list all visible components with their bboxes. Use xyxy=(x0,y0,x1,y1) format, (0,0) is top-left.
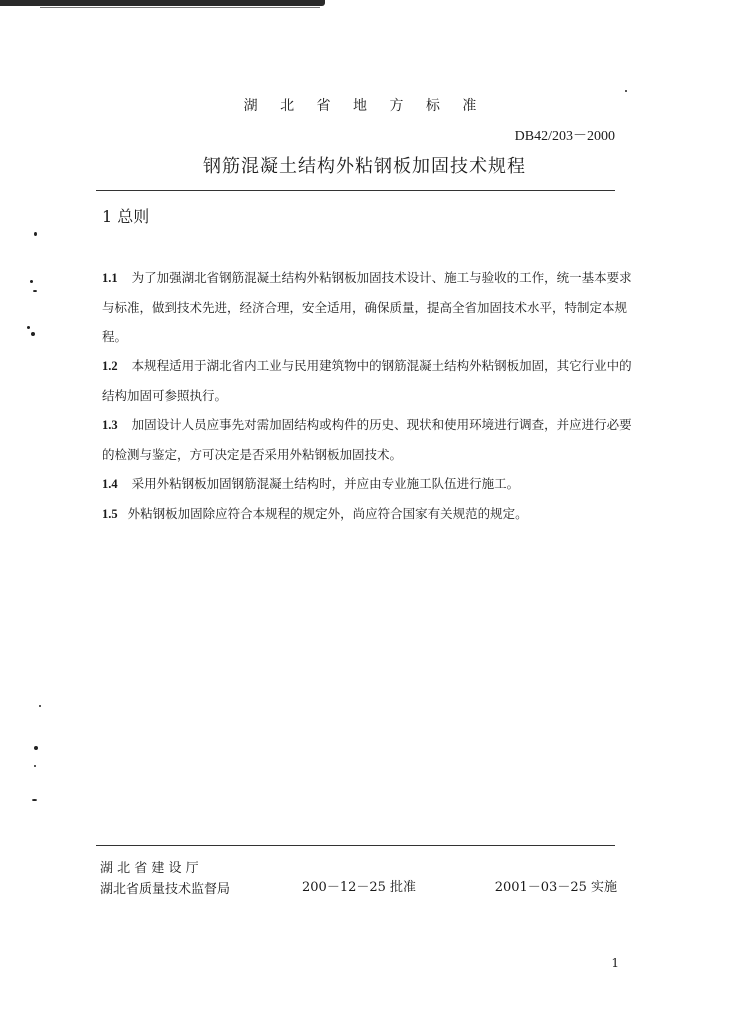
clause-text: 加固设计人员应事先对需加固结构或构件的历史、现状和使用环境进行调查，并应进行必要的检测与鉴定，方可决定是否采用外粘钢板加固技术。 xyxy=(102,417,632,462)
clause-text: 采用外粘钢板加固钢筋混凝土结构时，并应由专业施工队伍进行施工。 xyxy=(131,476,520,491)
scan-speck xyxy=(34,765,36,767)
approval-date: 200－12－25 批准 xyxy=(302,880,417,895)
scan-speck xyxy=(32,799,37,801)
clause-text: 本规程适用于湖北省内工业与民用建筑物中的钢筋混凝土结构外粘钢板加固，其它行业中的结构加固可参照执行。 xyxy=(102,358,632,403)
scan-speck xyxy=(27,326,30,329)
scan-speck xyxy=(39,705,41,707)
issuers xyxy=(100,858,230,900)
scan-speck xyxy=(33,290,37,292)
clause-text: 为了加强湖北省钢筋混凝土结构外粘钢板加固技术设计、施工与验收的工作，统一基本要求与标准，做到技术先进，经济合理，安全适用，确保质量，提高全省加固技术水平，特制定本规程。 xyxy=(102,270,632,344)
issuer-2: 湖北省质量技术监督局 xyxy=(100,882,231,897)
scan-speck xyxy=(31,332,35,336)
section-heading: 1 总则 xyxy=(102,207,150,226)
clause-1-3 xyxy=(102,410,632,469)
clause-number: 1.1 xyxy=(102,271,118,285)
implementation-date: 2001－03－25 实施 xyxy=(494,880,617,895)
title-divider xyxy=(96,190,615,191)
clause-text: 外粘钢板加固除应符合本规程的规定外，尚应符合国家有关规范的规定。 xyxy=(127,506,528,521)
scan-speck xyxy=(625,90,627,92)
clause-1-5 xyxy=(102,499,632,529)
document-title: 钢筋混凝土结构外粘钢板加固技术规程 xyxy=(203,156,526,177)
issuer-1: 湖 北 省 建 设 厅 xyxy=(100,861,199,876)
clause-number: 1.5 xyxy=(102,507,118,521)
clause-list xyxy=(102,263,632,529)
scan-speck xyxy=(34,232,37,236)
clause-number: 1.4 xyxy=(102,477,118,491)
scan-edge-line xyxy=(40,7,320,8)
scan-speck xyxy=(30,280,33,283)
clause-1-1 xyxy=(102,263,632,351)
scan-edge-mark xyxy=(0,0,325,6)
clause-number: 1.3 xyxy=(102,418,118,432)
clause-1-2 xyxy=(102,351,632,410)
clause-number: 1.2 xyxy=(102,359,118,373)
scan-speck xyxy=(34,746,38,750)
page-number: 1 xyxy=(611,956,619,970)
clause-1-4 xyxy=(102,469,632,499)
footer-divider xyxy=(96,845,615,846)
authority-line: 湖 北 省 地 方 标 准 xyxy=(243,98,486,114)
standard-number: DB42/203－2000 xyxy=(514,129,615,144)
